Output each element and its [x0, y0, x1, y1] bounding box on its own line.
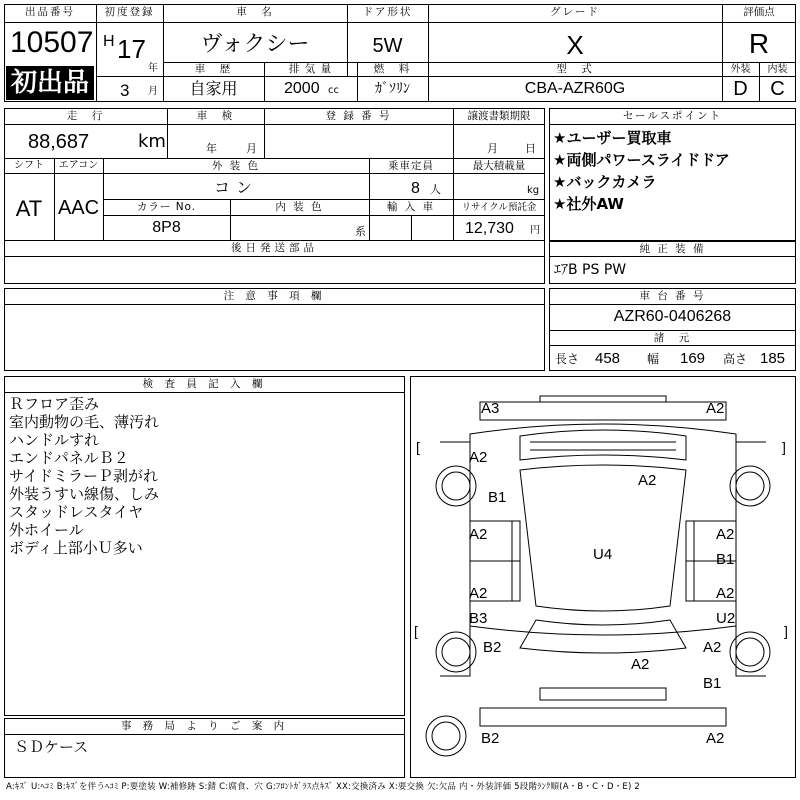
model-label: 型 式 — [556, 63, 594, 75]
inspector-line: ボディ上部小Ｕ多い — [9, 539, 143, 557]
fuel-label: 燃 料 — [373, 63, 412, 75]
height-label: 高さ — [723, 352, 748, 366]
inspector-label: 検 査 員 記 入 欄 — [142, 378, 267, 390]
sales-point-item: ★ユーザー買取車 — [553, 129, 672, 147]
body-outline — [470, 424, 736, 635]
grade: X — [566, 30, 584, 60]
sales-points-label: セールスポイント — [622, 110, 723, 122]
office-note: ＳＤケース — [14, 738, 89, 756]
grade-label: グレード — [550, 6, 600, 18]
inspection-year-unit: 年 — [206, 142, 217, 155]
history: 自家用 — [189, 79, 238, 98]
inspector-line: Ｒフロア歪み — [9, 395, 100, 413]
inspector-line: サイドミラーＰ剥がれ — [9, 467, 158, 485]
exterior-grade: D — [733, 78, 748, 100]
damage-code: A2 — [716, 585, 735, 602]
car-name-label: 車 名 — [236, 6, 274, 18]
inspector-line: 室内動物の毛、薄汚れ — [9, 413, 160, 431]
inspection-label: 車 検 — [196, 110, 235, 122]
history-label: 車 歴 — [194, 63, 233, 75]
width: 169 — [680, 350, 706, 367]
front-windshield — [520, 430, 686, 460]
damage-code: B1 — [716, 551, 735, 568]
lot-number: 10507 — [10, 26, 94, 59]
door-label: ドア形状 — [362, 6, 413, 18]
displacement-label: 排 気 量 — [288, 63, 333, 75]
import-label: 輸 入 車 — [386, 201, 436, 213]
door-type: 5W — [372, 35, 403, 57]
front-grille — [540, 396, 666, 402]
recycle-unit: 円 — [530, 225, 540, 236]
model: CBA-AZR60G — [524, 80, 626, 97]
damage-code: A2 — [469, 526, 488, 543]
damage-code: A2 — [716, 526, 735, 543]
front-bumper — [480, 402, 726, 420]
recycle-amount: 12,730 — [465, 220, 514, 237]
interior-label: 内装 — [767, 64, 788, 75]
damage-code: B1 — [488, 489, 507, 506]
chassis-label: 車 台 番 号 — [639, 290, 706, 302]
damage-code: U2 — [716, 610, 736, 627]
color-label: 外 装 色 — [211, 160, 261, 172]
load-unit: kg — [527, 185, 540, 196]
length: 458 — [595, 350, 621, 367]
damage-code: B1 — [703, 675, 722, 692]
damage-code: A2 — [469, 585, 488, 602]
first-reg-label: 初度登録 — [104, 6, 155, 18]
interior-color-label: 内 装 色 — [275, 201, 324, 213]
exterior-color: コン — [213, 178, 258, 197]
sales-point-item: ★社外AW — [553, 195, 624, 213]
transfer-label: 譲渡書類期限 — [467, 110, 531, 122]
rear-window — [520, 620, 686, 653]
mileage: 88,687 — [28, 131, 90, 153]
capacity-label: 乗車定員 — [388, 160, 434, 172]
inspector-line: エンドパネルＢ２ — [9, 449, 129, 467]
svg-text:]: ] — [784, 623, 788, 639]
transfer-month-unit: 月 — [487, 142, 498, 155]
footer-legend: A:ｷｽﾞ U:ﾍｺﾐ B:ｷｽﾞを伴うﾍｺﾐ P:要塗装 W:補修跡 S:錆 C:腐食、穴 G:ﾌﾛﾝﾄｶﾞﾗｽ点ｷｽﾞ XX:交換済み X:要交換 欠:欠品 内・外装評価 5段階ﾗﾝｸ順(A・B・C・D・E) 2 — [6, 782, 641, 792]
svg-text:[: [ — [414, 623, 418, 639]
length-label: 長さ — [555, 352, 580, 366]
damage-code: A2 — [638, 472, 657, 489]
exterior-label: 外装 — [730, 64, 751, 75]
svg-text:]: ] — [782, 439, 786, 455]
inspector-line: ハンドルすれ — [9, 431, 100, 449]
reg-year: 17 — [117, 34, 146, 64]
mileage-unit: km — [138, 131, 166, 152]
fuel: ｶﾞｿﾘﾝ — [375, 81, 410, 97]
inspector-line: 外装うすい線傷、しみ — [9, 485, 160, 503]
rear-panel — [480, 708, 726, 726]
shift-label: シフト — [14, 160, 44, 171]
specs-label: 諸 元 — [653, 332, 692, 344]
damage-code: A2 — [631, 656, 650, 673]
inspection-month-unit: 月 — [246, 142, 257, 155]
damage-code: A2 — [706, 400, 725, 417]
first-listing-label: 初出品 — [10, 68, 89, 98]
month-unit: 月 — [148, 86, 158, 97]
later-parts-label: 後日発送部品 — [231, 242, 318, 254]
transfer-day-unit: 日 — [525, 142, 536, 155]
ac-label: エアコン — [58, 160, 99, 171]
notes-label: 注 意 事 項 欄 — [223, 290, 326, 302]
interior-color-unit: 系 — [355, 225, 366, 238]
ac: AAC — [57, 197, 100, 219]
width-label: 幅 — [647, 352, 660, 366]
interior-grade: C — [770, 78, 785, 100]
inspector-line: スタッドレスタイヤ — [9, 503, 144, 521]
car-damage-diagram — [410, 376, 796, 778]
left-side — [440, 442, 470, 676]
sales-point-item: ★両側パワースライドドア — [553, 151, 730, 169]
color-no-label: カラー No. — [136, 201, 197, 213]
shift: AT — [15, 196, 43, 221]
recycle-label: リサイクル預託金 — [461, 202, 537, 213]
genuine-equipment-label: 純 正 装 備 — [639, 243, 706, 255]
genuine-equipment: ｴｱB PS PW — [554, 262, 627, 278]
damage-code: B3 — [469, 610, 488, 627]
right-side — [736, 442, 766, 676]
damage-code: U4 — [593, 546, 613, 563]
capacity-unit: 人 — [430, 183, 441, 196]
inspector-line: 外ホイール — [9, 521, 84, 539]
load-label: 最大積載量 — [472, 160, 526, 172]
displacement-unit: cc — [328, 85, 339, 96]
era: H — [103, 33, 115, 50]
chassis-number: AZR60-0406268 — [613, 308, 732, 325]
damage-code: A2 — [469, 449, 488, 466]
reg-month: 3 — [120, 81, 130, 100]
displacement: 2000 — [284, 80, 320, 97]
lot-number-label: 出品番号 — [25, 6, 75, 18]
damage-code: B2 — [481, 730, 500, 747]
height: 185 — [760, 350, 786, 367]
score: R — [748, 28, 770, 59]
score-label: 評価点 — [743, 6, 775, 18]
damage-code: A2 — [703, 639, 722, 656]
mileage-label: 走 行 — [66, 110, 105, 122]
color-number: 8P8 — [152, 219, 181, 236]
damage-code: B2 — [483, 639, 502, 656]
damage-code: A3 — [481, 400, 500, 417]
office-label: 事 務 局 よ り ご 案 内 — [120, 720, 289, 732]
capacity: 8 — [411, 180, 420, 197]
rear-bumper — [540, 688, 666, 700]
svg-text:[: [ — [416, 439, 420, 455]
sales-point-item: ★バックカメラ — [553, 173, 657, 191]
year-unit: 年 — [148, 63, 158, 74]
car-name: ヴォクシー — [200, 32, 310, 57]
roof — [520, 465, 686, 611]
damage-code: A2 — [706, 730, 725, 747]
reg-number-label: 登 録 番 号 — [325, 110, 392, 122]
